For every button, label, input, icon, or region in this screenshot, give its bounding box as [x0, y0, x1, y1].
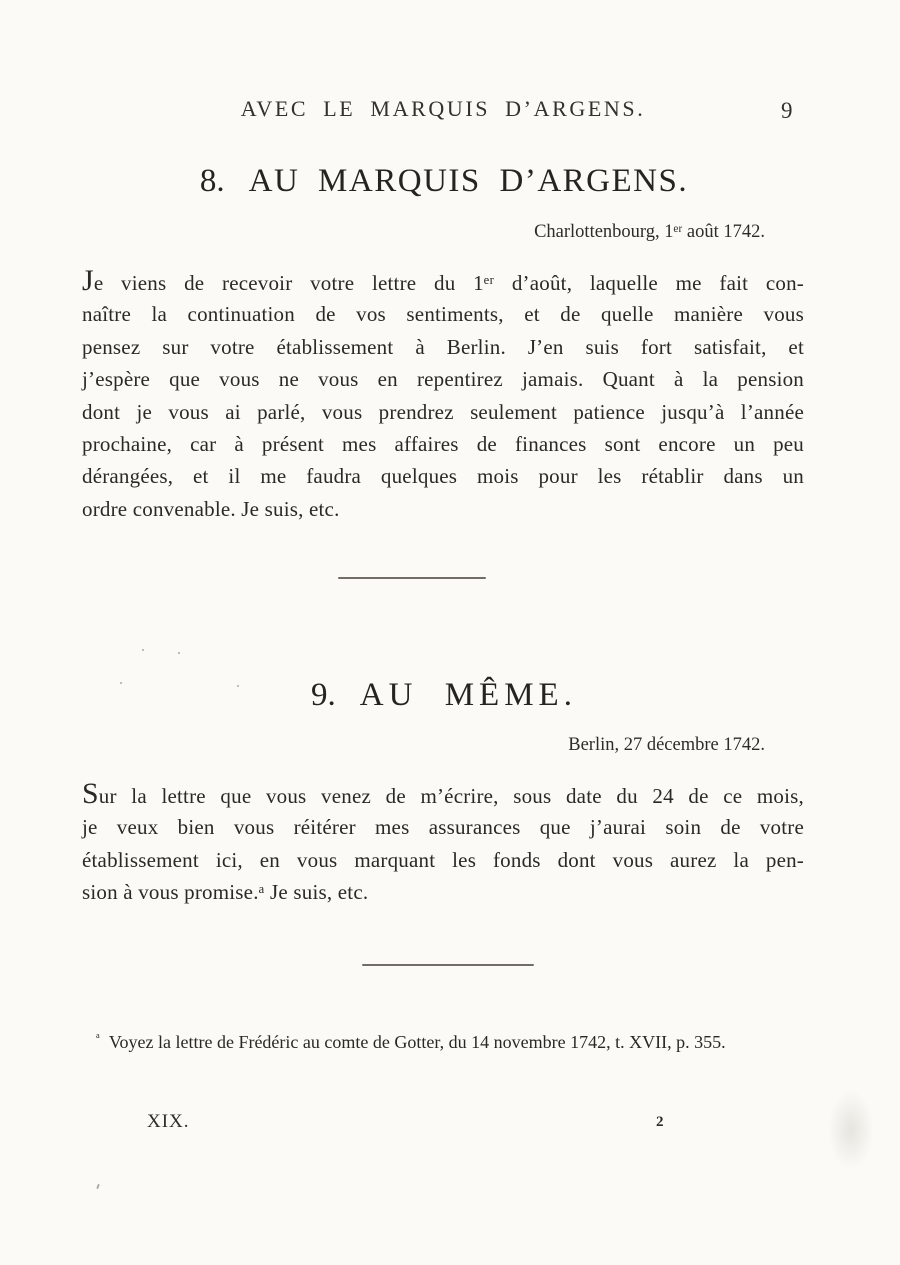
- body-line: dont je vous ai parlé, vous prendrez seulement patience jusqu’à l’année: [82, 399, 804, 424]
- footnote: [96, 1031, 856, 1053]
- section-divider-rule: [362, 964, 534, 966]
- letter-9-dateline: Berlin, 27 décembre 1742.: [568, 735, 765, 755]
- volume-signature: XIX.: [147, 1111, 190, 1132]
- letter-8-number: 8.: [199, 163, 225, 199]
- page-number: 9: [781, 98, 793, 123]
- body-line: sion à vous promise.ᵃ Je suis, etc.: [82, 880, 369, 905]
- letter-9-heading: [0, 677, 888, 714]
- body-line: j’espère que vous ne vous en repentirez jamais. Quant à la pension: [82, 367, 804, 392]
- running-header-title: AVEC LE MARQUIS D’ARGENS.: [240, 96, 646, 121]
- letter-9-title: AU MÊME.: [359, 677, 577, 713]
- scan-speck: [237, 685, 239, 687]
- letter-8-body: [82, 266, 804, 525]
- letter-8-title: AU MARQUIS D’ARGENS.: [248, 163, 689, 199]
- footnote-text: Voyez la lettre de Frédéric au comte de Gotter, du 14 novembre 1742, t. XVII, p. 355.: [108, 1032, 726, 1052]
- body-line: établissement ici, en vous marquant les fonds dont vous aurez la pen-: [82, 847, 804, 872]
- scan-speck: [120, 682, 122, 684]
- letter-9-number: 9.: [311, 677, 336, 713]
- body-line: Sur la lettre que vous venez de m’écrire, sous date du 24 de ce mois,: [82, 777, 804, 810]
- letter-9-body: [82, 779, 804, 909]
- body-line: ordre convenable. Je suis, etc.: [82, 496, 340, 521]
- body-line: pensez sur votre établissement à Berlin. J’en suis fort satisfait, et: [82, 334, 804, 359]
- body-line: naître la continuation de vos sentiments, et de quelle manière vous: [82, 302, 804, 327]
- footnote-marker: ᵃ: [96, 1031, 100, 1046]
- scan-speck: [96, 1184, 100, 1189]
- scan-speck: [178, 652, 180, 654]
- running-header-row: [0, 96, 886, 122]
- letter-8-heading: [0, 163, 888, 200]
- section-divider-rule: [338, 577, 486, 579]
- body-line: je veux bien vous réitérer mes assurances que j’aurai soin de votre: [82, 815, 804, 840]
- body-line: prochaine, car à présent mes affaires de finances sont encore un peu: [82, 431, 804, 456]
- sheet-signature: 2: [656, 1114, 664, 1130]
- body-line: dérangées, et il me faudra quelques mois pour les rétablir dans un: [82, 464, 804, 489]
- body-line: Je viens de recevoir votre lettre du 1ᵉʳ d’août, laquelle me fait con-: [82, 264, 804, 297]
- scan-smudge: [828, 1090, 874, 1170]
- scan-speck: [142, 649, 144, 651]
- letter-8-dateline: Charlottenbourg, 1ᵉʳ août 1742.: [534, 222, 765, 242]
